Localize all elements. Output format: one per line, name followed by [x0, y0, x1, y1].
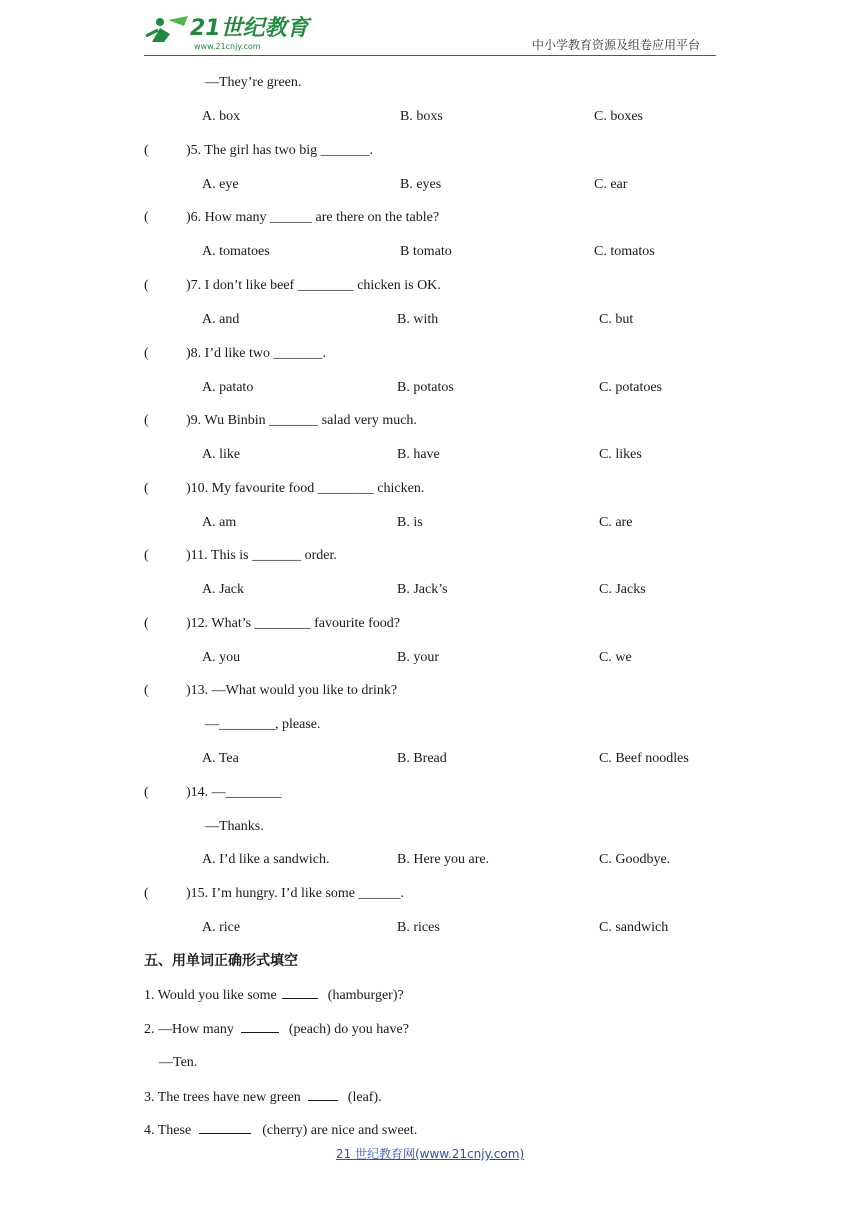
answer-bracket: ( — [144, 683, 149, 698]
answer-bracket: ( — [144, 413, 149, 428]
option-b: B. your — [397, 650, 439, 665]
answer-bracket: ( — [144, 481, 149, 496]
question-stem: )7. I don’t like beef ________ chicken is OK. — [186, 278, 441, 293]
option-b: B. is — [397, 515, 423, 530]
fill-item-2 — [144, 1020, 409, 1039]
answer-bracket: ( — [144, 143, 149, 158]
q14-reply: —Thanks. — [205, 819, 264, 834]
option-c: C. tomatos — [594, 244, 655, 259]
option-a: A. I’d like a sandwich. — [202, 852, 330, 867]
option-c: C. Jacks — [599, 582, 646, 597]
fill-item-text: 3. The trees have new green — [144, 1090, 305, 1105]
option-b: B. Here you are. — [397, 852, 490, 867]
option-a: A. eye — [202, 177, 239, 192]
option-a: A. Jack — [202, 582, 244, 597]
fill-item-text: (hamburger)? — [324, 988, 404, 1003]
question-stem: )15. I’m hungry. I’d like some ______. — [186, 886, 404, 901]
option-b: B tomato — [400, 244, 452, 259]
option-b: B. Jack’s — [397, 582, 448, 597]
question-stem: )6. How many ______ are there on the table? — [186, 210, 440, 225]
option-c: C. but — [599, 312, 634, 327]
option-a: A. Tea — [202, 751, 239, 766]
option-c: C. likes — [599, 447, 642, 462]
option-a: A. and — [202, 312, 240, 327]
fill-item-1 — [144, 986, 404, 1005]
fill-item-text: 4. These — [144, 1123, 195, 1138]
option-c: C. potatoes — [599, 380, 662, 395]
question-stem: )8. I’d like two _______. — [186, 346, 326, 361]
option-c: C. Goodbye. — [599, 852, 671, 867]
option-b: B. with — [397, 312, 439, 327]
answer-blank[interactable] — [282, 986, 318, 999]
fill-item-2-reply: —Ten. — [159, 1055, 198, 1070]
answer-bracket: ( — [144, 785, 149, 800]
q13-reply: —________, please. — [205, 717, 321, 732]
option-a: A. patato — [202, 380, 254, 395]
answer-bracket: ( — [144, 548, 149, 563]
fill-item-text: (cherry) are nice and sweet. — [258, 1123, 418, 1138]
answer-blank[interactable] — [199, 1121, 251, 1134]
question-stem: )11. This is _______ order. — [186, 548, 337, 563]
option-b: B. rices — [397, 920, 440, 935]
q4-option-c: C. boxes — [594, 109, 643, 124]
answer-bracket: ( — [144, 210, 149, 225]
fill-item-3 — [144, 1088, 382, 1107]
answer-blank[interactable] — [308, 1088, 338, 1101]
question-stem: )13. —What would you like to drink? — [186, 683, 398, 698]
answer-bracket: ( — [144, 616, 149, 631]
option-b: B. have — [397, 447, 440, 462]
footer-link[interactable]: 21 世纪教育网(www.21cnjy.com) — [335, 1147, 525, 1161]
header-tagline: 中小学教育资源及组卷应用平台 — [532, 38, 701, 52]
fill-item-text: 1. Would you like some — [144, 988, 281, 1003]
question-stem: )12. What’s ________ favourite food? — [186, 616, 400, 631]
option-a: A. you — [202, 650, 241, 665]
option-c: C. ear — [594, 177, 628, 192]
answer-bracket: ( — [144, 278, 149, 293]
option-a: A. rice — [202, 920, 241, 935]
q4-option-a: A. box — [202, 109, 241, 124]
logo-url: www.21cnjy.com — [194, 42, 261, 51]
section-heading: 五、用单词正确形式填空 — [144, 953, 298, 969]
option-b: B. eyes — [400, 177, 442, 192]
option-c: C. Beef noodles — [599, 751, 689, 766]
fill-item-text: 2. —How many — [144, 1022, 238, 1037]
q4-reply: —They’re green. — [205, 75, 302, 90]
q4-option-b: B. boxs — [400, 109, 443, 124]
fill-item-text: (peach) do you have? — [285, 1022, 409, 1037]
answer-bracket: ( — [144, 886, 149, 901]
answer-bracket: ( — [144, 346, 149, 361]
option-b: B. Bread — [397, 751, 447, 766]
question-stem: )10. My favourite food ________ chicken. — [186, 481, 425, 496]
option-a: A. like — [202, 447, 241, 462]
logo-text: 21世纪教育 — [190, 16, 309, 41]
fill-item-4 — [144, 1121, 417, 1140]
option-c: C. sandwich — [599, 920, 669, 935]
question-stem: )14. —________ — [186, 785, 282, 800]
fill-item-text: (leaf). — [344, 1090, 382, 1105]
answer-blank[interactable] — [241, 1020, 279, 1033]
option-b: B. potatos — [397, 380, 454, 395]
option-a: A. am — [202, 515, 237, 530]
site-logo — [144, 12, 314, 56]
question-stem: )5. The girl has two big _______. — [186, 143, 374, 158]
option-c: C. we — [599, 650, 632, 665]
option-a: A. tomatoes — [202, 244, 270, 259]
question-stem: )9. Wu Binbin _______ salad very much. — [186, 413, 417, 428]
option-c: C. are — [599, 515, 633, 530]
header-divider — [144, 55, 716, 56]
